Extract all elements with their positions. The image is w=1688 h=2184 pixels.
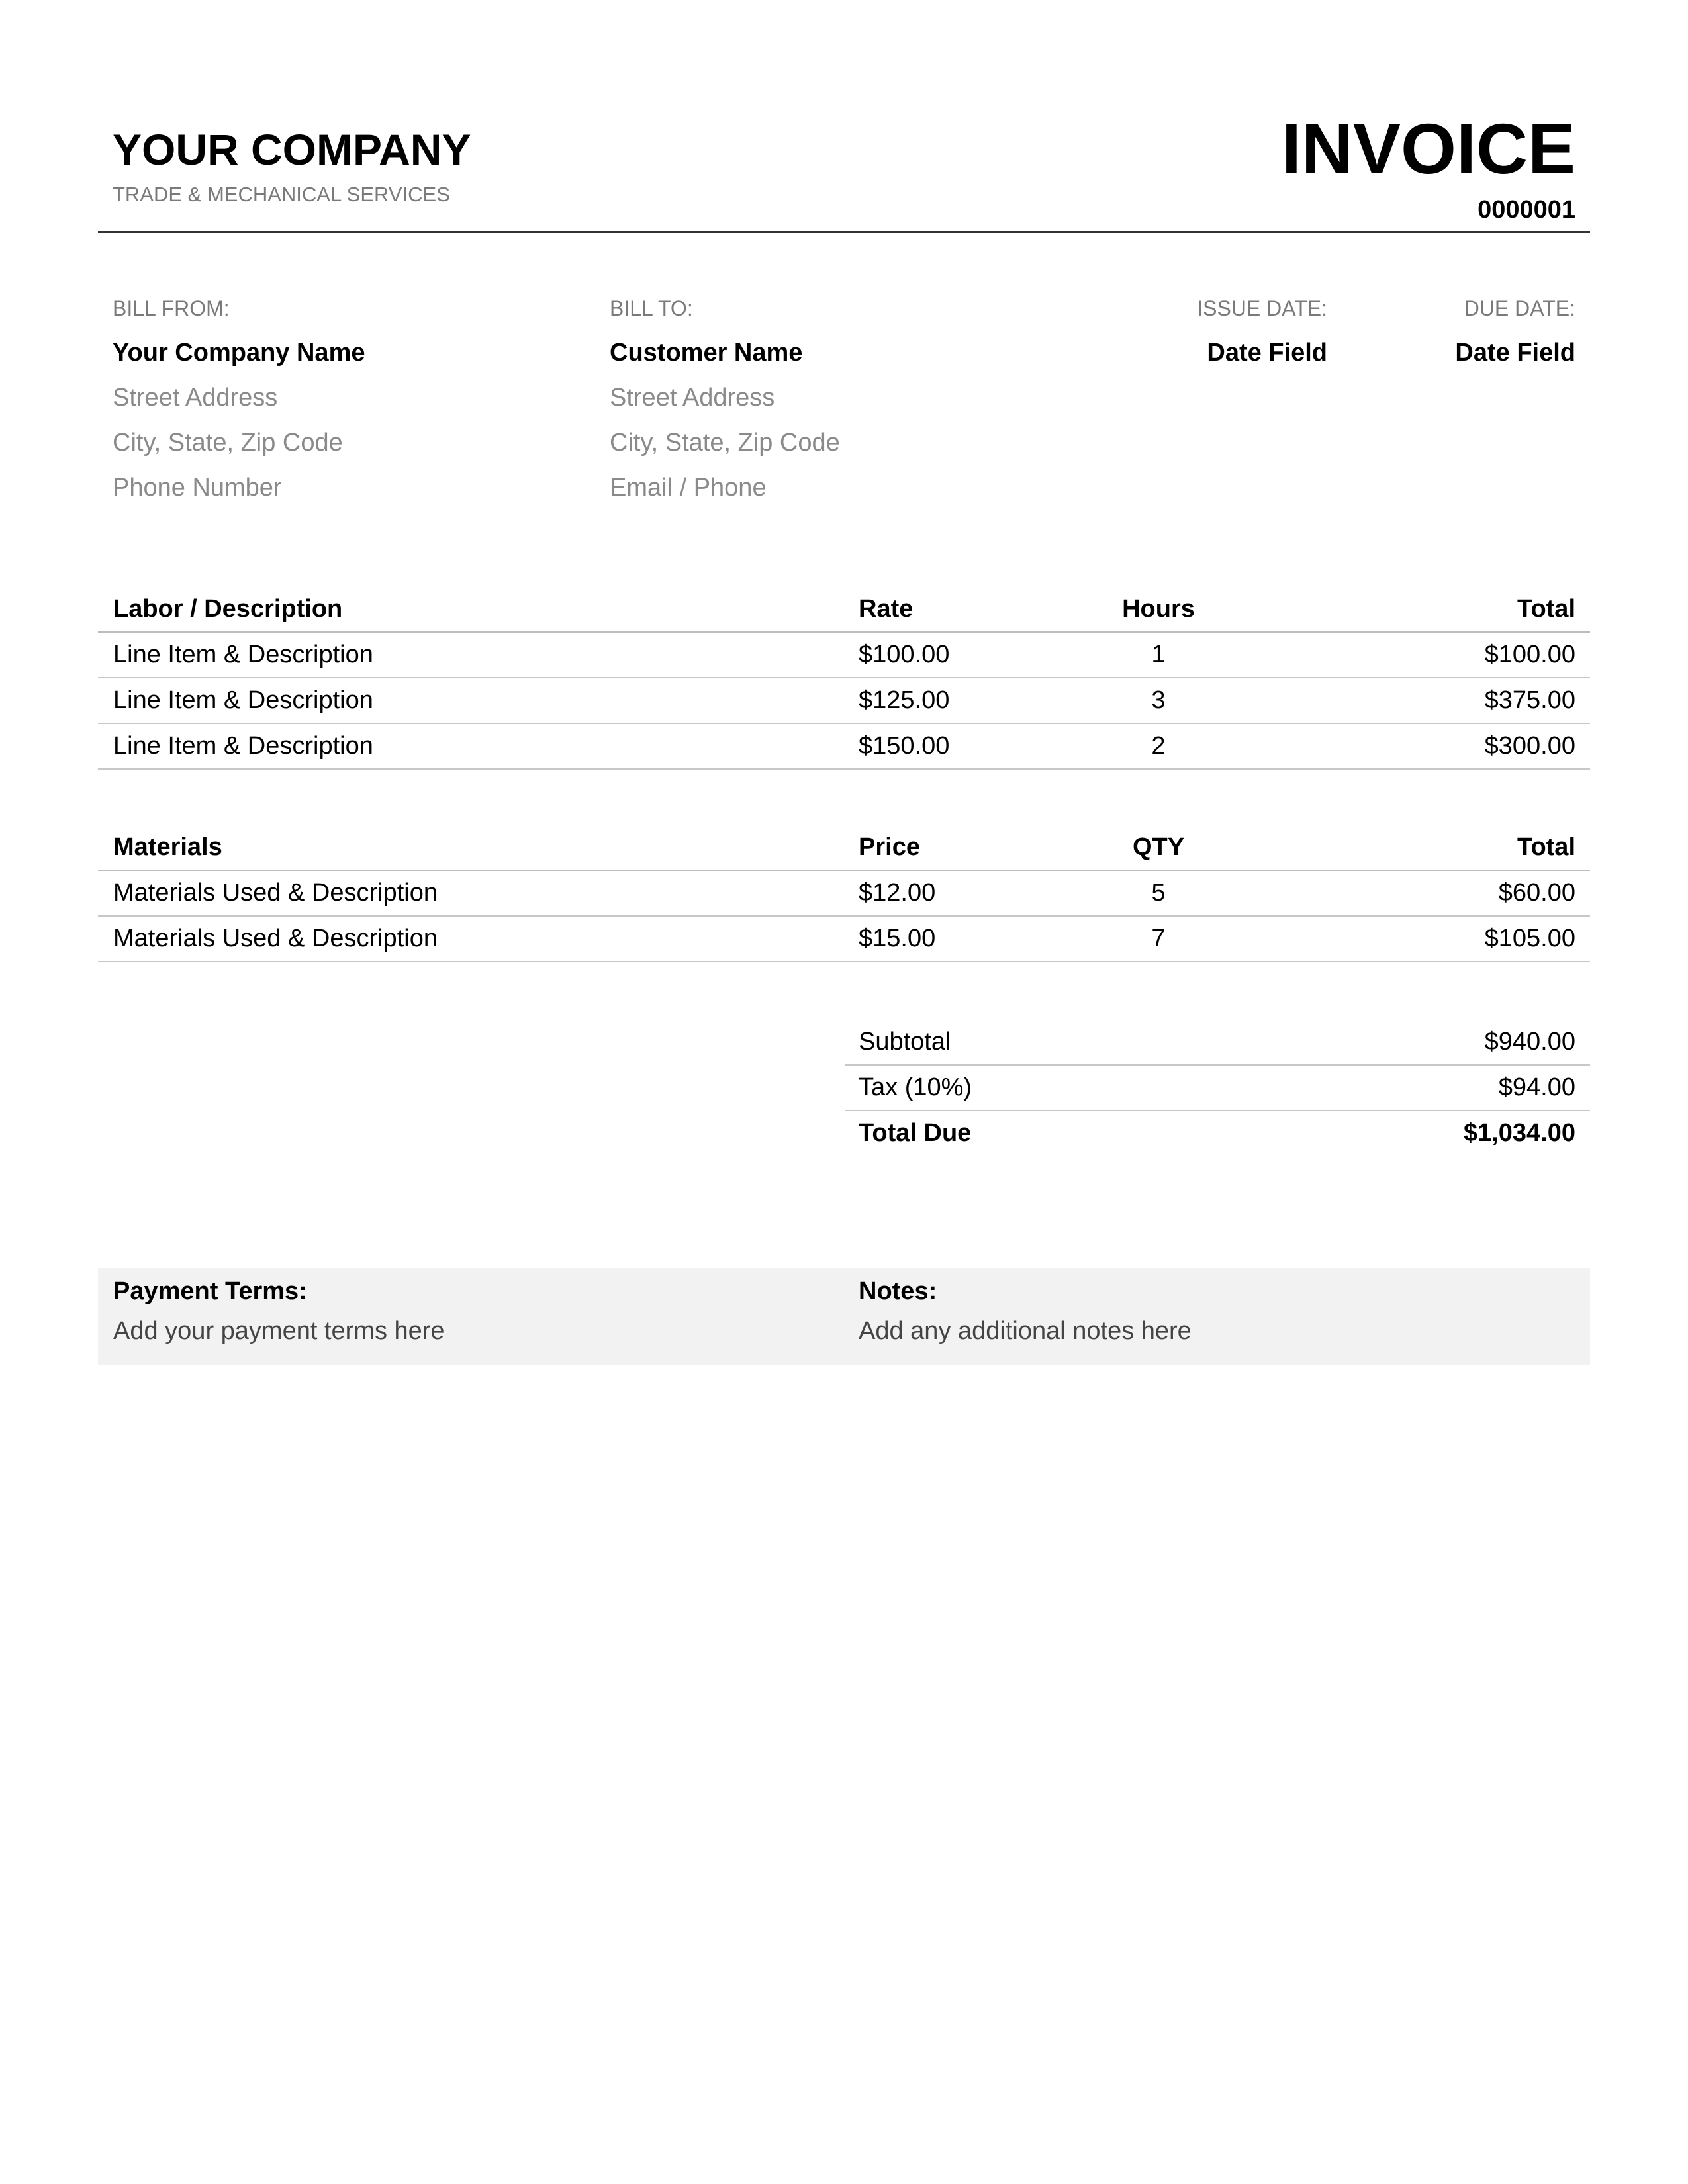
materials-header-description: Materials: [113, 833, 222, 861]
total-due-label: Total Due: [859, 1119, 972, 1147]
row-description: Line Item & Description: [113, 641, 373, 668]
labor-header-total: Total: [1517, 595, 1575, 623]
issue-date-value: Date Field: [1207, 339, 1327, 367]
table-row: [98, 678, 1590, 724]
tax-label: Tax (10%): [859, 1073, 972, 1101]
bill-from-label: BILL FROM:: [113, 296, 230, 320]
row-qty: 5: [1151, 879, 1166, 907]
bill-to-street: Street Address: [610, 384, 775, 412]
bill-to-contact: Email / Phone: [610, 474, 767, 502]
bill-from-name: Your Company Name: [113, 339, 365, 367]
notes-title: Notes:: [859, 1277, 937, 1305]
bill-to-name: Customer Name: [610, 339, 803, 367]
row-hours: 3: [1151, 686, 1166, 714]
company-tagline: TRADE & MECHANICAL SERVICES: [113, 183, 450, 206]
due-date-value: Date Field: [1455, 339, 1575, 367]
payment-terms-title: Payment Terms:: [113, 1277, 307, 1305]
invoice-number: 0000001: [1477, 196, 1575, 224]
row-description: Materials Used & Description: [113, 925, 438, 952]
bill-to-city: City, State, Zip Code: [610, 429, 840, 457]
row-price: $12.00: [859, 879, 936, 907]
payment-terms-text: Add your payment terms here: [113, 1317, 445, 1345]
row-description: Line Item & Description: [113, 686, 373, 714]
bill-from-phone: Phone Number: [113, 474, 282, 502]
bill-from-street: Street Address: [113, 384, 278, 412]
table-row: [98, 724, 1590, 770]
subtotal-value: $940.00: [1484, 1028, 1575, 1056]
materials-header-qty: QTY: [1132, 833, 1185, 861]
total-due-value: $1,034.00: [1463, 1119, 1575, 1147]
invoice-summary: [845, 1020, 1590, 1156]
materials-header-price: Price: [859, 833, 920, 861]
row-total: $60.00: [1498, 879, 1575, 907]
header-divider: [98, 231, 1590, 233]
bill-from-city: City, State, Zip Code: [113, 429, 343, 457]
row-hours: 1: [1151, 641, 1166, 668]
row-description: Line Item & Description: [113, 732, 373, 760]
total-due-row: [845, 1111, 1590, 1156]
row-hours: 2: [1151, 732, 1166, 760]
tax-row: [845, 1066, 1590, 1111]
table-row: [98, 917, 1590, 962]
subtotal-row: [845, 1020, 1590, 1066]
terms-notes-box: [98, 1268, 1590, 1365]
table-row: [98, 871, 1590, 917]
bill-to-label: BILL TO:: [610, 296, 693, 320]
tax-value: $94.00: [1498, 1073, 1575, 1101]
labor-table: [98, 587, 1590, 770]
row-total: $105.00: [1484, 925, 1575, 952]
row-qty: 7: [1151, 925, 1166, 952]
due-date-label: DUE DATE:: [1464, 296, 1575, 320]
materials-table-header: [98, 825, 1590, 871]
row-price: $15.00: [859, 925, 936, 952]
row-total: $100.00: [1484, 641, 1575, 668]
notes-text: Add any additional notes here: [859, 1317, 1192, 1345]
labor-table-header: [98, 587, 1590, 633]
row-total: $300.00: [1484, 732, 1575, 760]
subtotal-label: Subtotal: [859, 1028, 951, 1056]
row-rate: $125.00: [859, 686, 950, 714]
row-rate: $150.00: [859, 732, 950, 760]
issue-date-label: ISSUE DATE:: [1197, 296, 1327, 320]
row-description: Materials Used & Description: [113, 879, 438, 907]
table-row: [98, 633, 1590, 678]
labor-header-description: Labor / Description: [113, 595, 343, 623]
row-total: $375.00: [1484, 686, 1575, 714]
invoice-title: INVOICE: [1281, 109, 1575, 189]
row-rate: $100.00: [859, 641, 950, 668]
labor-header-hours: Hours: [1122, 595, 1195, 623]
company-name: YOUR COMPANY: [113, 125, 471, 174]
labor-header-rate: Rate: [859, 595, 914, 623]
materials-table: [98, 825, 1590, 962]
materials-header-total: Total: [1517, 833, 1575, 861]
